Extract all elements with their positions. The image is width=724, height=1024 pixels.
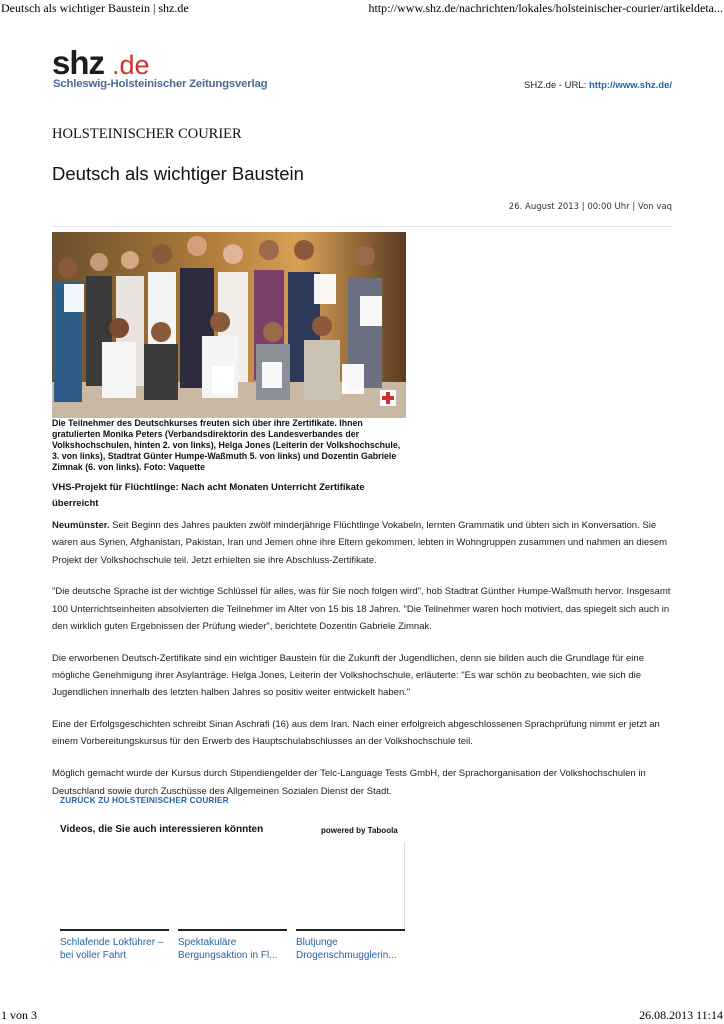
paragraph	[52, 517, 677, 569]
photo-caption: Die Teilnehmer des Deutschkurses freuten sich über ihre Zertifikate. Ihnen gratulierten Monika Peters (Verbandsdirektorin des Landesverbandes der Volkshochschulen, hinten 2. von links), Helga Jones (Leiterin der Volkshochschule, 3. von links), Stadtrat Günter Humpe-Waßmuth 5. von links) und Dozentin Gabriele Zimnak (6. von links). Foto: Vaquette	[52, 418, 401, 473]
print-datetime: 26.08.2013 11:14	[639, 1008, 723, 1022]
video-link-line: Bergungsaktion in Fl...	[178, 950, 278, 961]
back-to-section-link[interactable]: ZURÜCK ZU HOLSTEINISCHER COURIER	[60, 796, 229, 805]
print-header	[0, 1, 724, 17]
logo-tagline: Schleswig-Holsteinischer Zeitungsverlag	[53, 78, 268, 90]
video-link[interactable]	[296, 936, 411, 962]
article-photo	[52, 232, 406, 418]
video-thumbnail[interactable]	[60, 929, 169, 931]
video-link-line: Drogenschmugglerin...	[296, 950, 397, 961]
logo-tld: .de	[112, 50, 150, 80]
video-thumbnail[interactable]	[178, 929, 287, 931]
print-footer	[0, 1008, 724, 1024]
article-subtitle: VHS-Projekt für Flüchtlinge: Nach acht Monaten Unterricht Zertifikate überreicht	[52, 482, 365, 509]
video-link-line: Schlafende Lokführer –	[60, 937, 164, 948]
site-url-prefix: SHZ.de - URL:	[524, 80, 589, 91]
site-url	[524, 80, 672, 91]
video-thumbnail[interactable]	[296, 929, 405, 931]
video-link-line: Blutjunge	[296, 937, 338, 948]
paragraph-text: Seit Beginn des Jahres paukten zwölf minderjährige Flüchtlinge Vokabeln, lernten Grammatik und übten sich in Konversation. Sie waren aus Syrien, Afghanistan, Pakistan, Iran und Jemen ohne ihre Eltern gekommen, lebten in Wohngruppen zusammen und nahmen an diesem Projekt der Volkshochschule teil. Jetzt erhielten sie ihre Abschluss-Zertifikate.	[52, 520, 668, 566]
article-meta: 26. August 2013 | 00:00 Uhr | Von vaq	[508, 202, 672, 212]
divider	[52, 226, 672, 227]
paragraph: "Die deutsche Sprache ist der wichtige Schlüssel für alles, was für Sie noch folgen wird", hob Stadtrat Günther Humpe-Waßmuth hervor. Insgesamt 100 Unterrichtseinheiten absolvierten die Teilnehmer im Alter von 15 bis 18 Jahren. "Die Teilnehmer waren hoch motiviert, das spiegelt sich auch in den wirklich guten Ergebnissen der Prüfung wieder", berichtete Dozentin Gabriele Zimnak.	[52, 586, 671, 632]
article-body	[52, 517, 677, 814]
powered-by-taboola[interactable]: powered by Taboola	[321, 826, 398, 835]
site-url-link[interactable]: http://www.shz.de/	[588, 80, 672, 91]
print-page-url: http://www.shz.de/nachrichten/lokales/holsteinischer-courier/artikeldeta...	[368, 1, 723, 15]
paragraph: Eine der Erfolgsgeschichten schreibt Sinan Aschrafi (16) aus dem Iran. Nach einer erfolgreich abgeschlossenen Sprachprüfung nimmt er jetzt an einem Vorbereitungskursus für den Erwerb des Hauptschulabschlusses an der Volkshochschule teil.	[52, 719, 660, 748]
video-link-line: Spektakuläre	[178, 937, 237, 948]
dateline: Neumünster.	[52, 520, 110, 531]
recommendations-title: Videos, die Sie auch interessieren könnten	[60, 824, 264, 835]
article-headline: Deutsch als wichtiger Baustein	[52, 163, 304, 184]
recommendations-border	[404, 842, 405, 930]
logo-wordmark: shz	[52, 44, 105, 81]
video-link[interactable]	[60, 936, 175, 962]
paragraph: Möglich gemacht wurde der Kursus durch Stipendiengelder der Telc-Language Tests GmbH, der Sprachorganisation der Volkshochschulen in Deutschland sowie durch Zuschüsse des Allgemeinen Sozialen Dienst der Stadt.	[52, 768, 646, 797]
print-page-title: Deutsch als wichtiger Baustein | shz.de	[1, 1, 189, 15]
video-link[interactable]	[178, 936, 293, 962]
site-logo[interactable]	[52, 44, 268, 95]
video-link-line: bei voller Fahrt	[60, 950, 127, 961]
section-title: HOLSTEINISCHER COURIER	[52, 126, 242, 142]
print-page-number: 1 von 3	[1, 1008, 37, 1022]
paragraph: Die erworbenen Deutsch-Zertifikate sind ein wichtiger Baustein für die Zukunft der Jugendlichen, denn sie bilden auch die Grundlage für eine mögliche Genehmigung ihrer Asylanträge. Helga Jones, Leiterin der Volkshochschule, erläuterte: "Es war schön zu beobachten, wie sich die Jugendlichen innerhalb des letzten halben Jahres so positiv weiter entwickelt haben."	[52, 652, 644, 699]
